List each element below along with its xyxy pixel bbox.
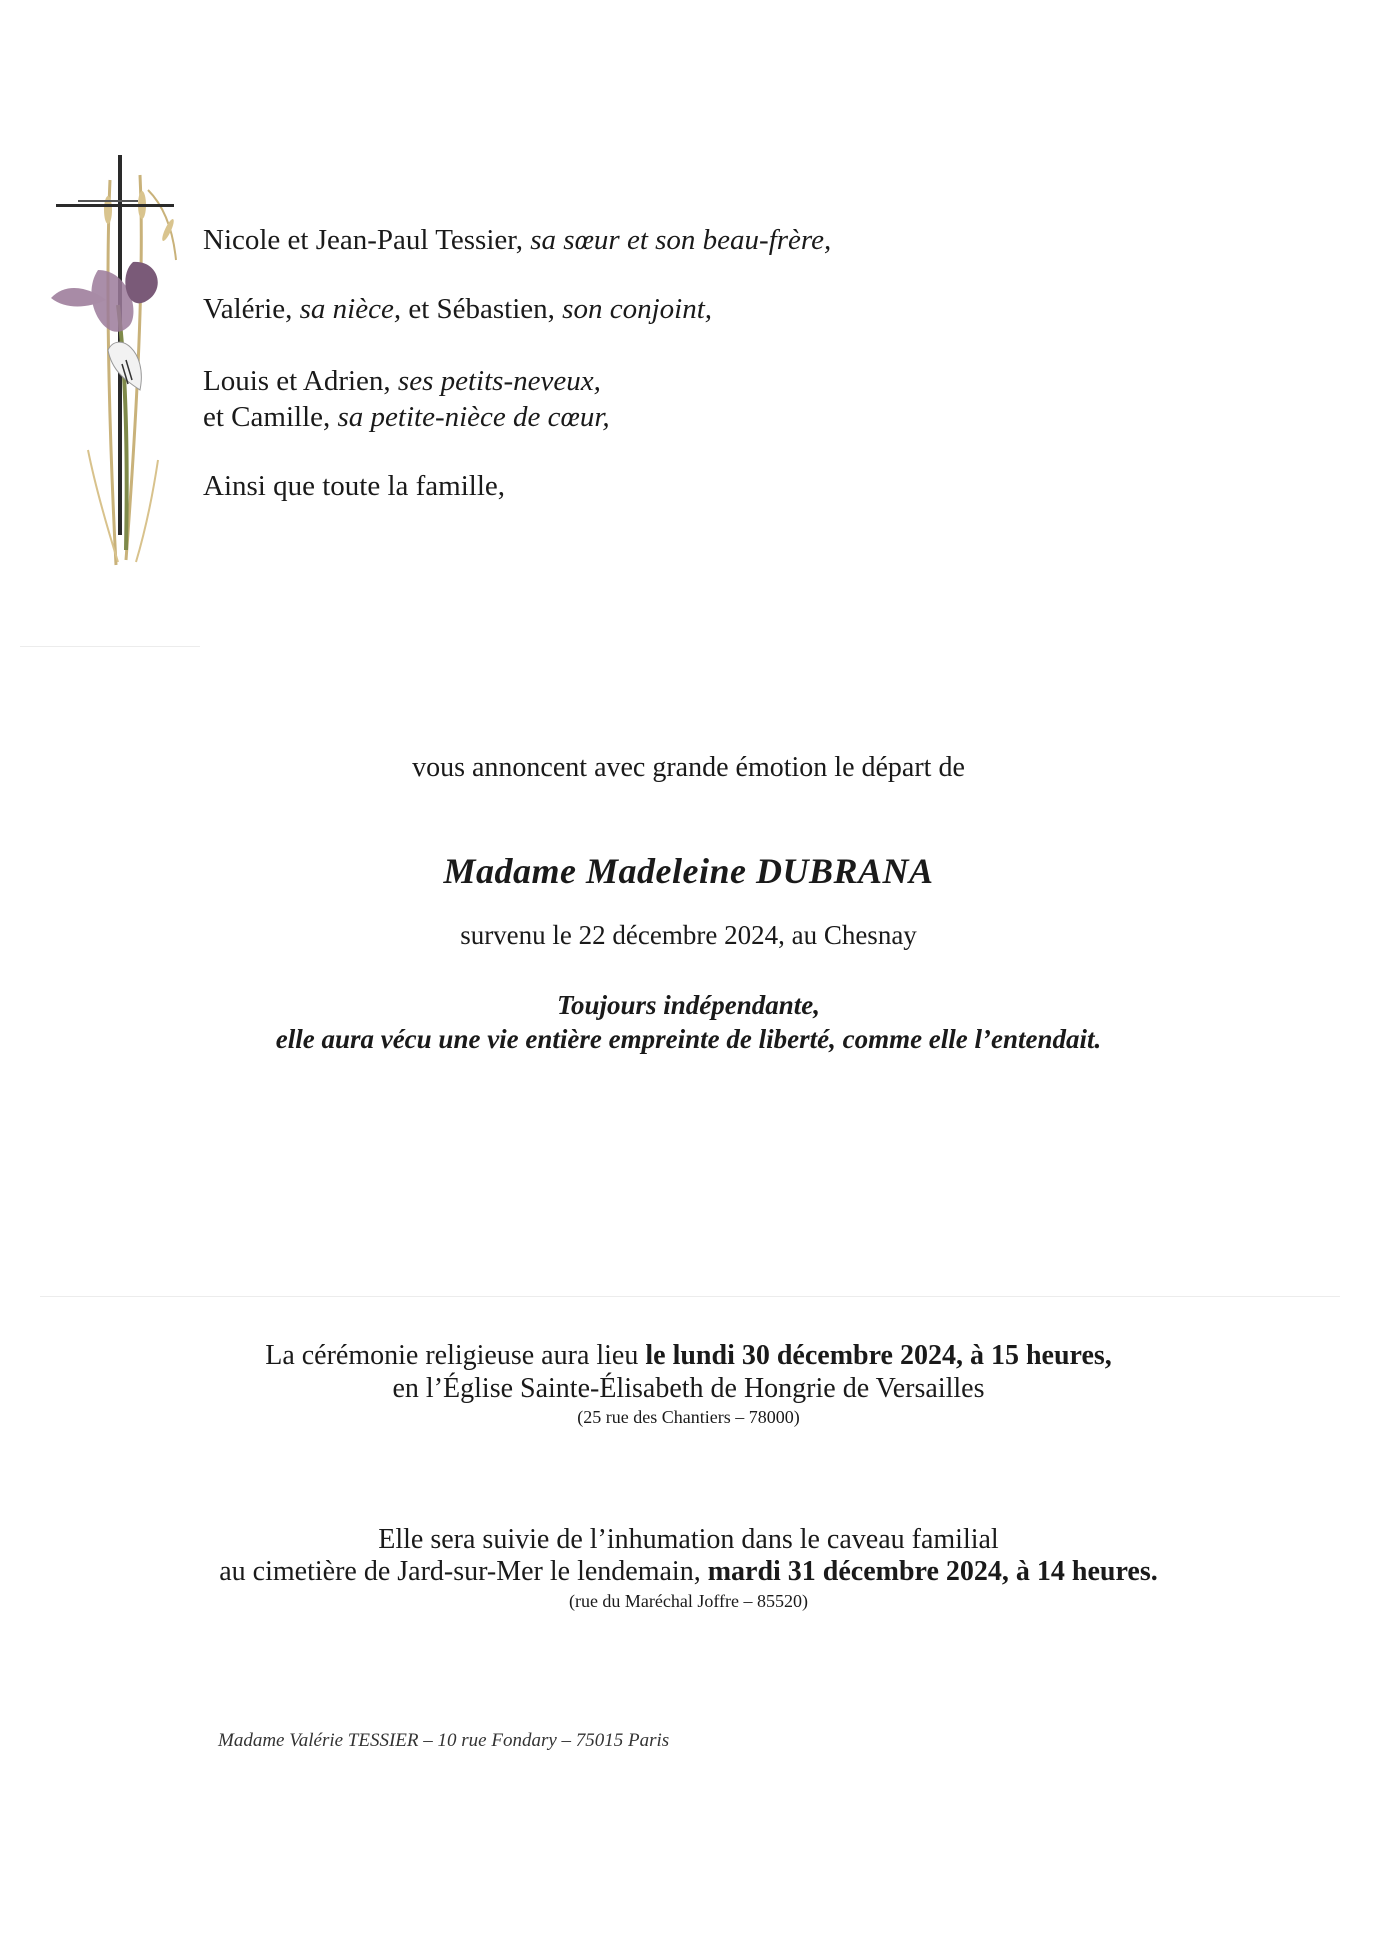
family-relation: ses petits-neveux, bbox=[397, 365, 601, 397]
burial-line-1: Elle sera suivie de l’inhumation dans le caveau familial bbox=[378, 1524, 999, 1555]
death-date: survenu le 22 décembre 2024, au Chesnay bbox=[460, 920, 917, 950]
family-line-grandnephews bbox=[203, 365, 601, 398]
family-names: et Camille, bbox=[203, 401, 331, 433]
deceased-name: Madame Madeleine DUBRANA bbox=[443, 851, 934, 891]
family-names: et Sébastien, bbox=[408, 293, 555, 325]
sender-address: Madame Valérie TESSIER – 10 rue Fondary – 75015 Paris bbox=[218, 1730, 670, 1751]
announcement-intro: vous annoncent avec grande émotion le départ de bbox=[412, 752, 965, 783]
ceremony-text: La cérémonie religieuse aura lieu bbox=[265, 1340, 639, 1371]
burial-address: (rue du Maréchal Joffre – 85520) bbox=[568, 1591, 809, 1611]
ceremony-church: en l’Église Sainte-Élisabeth de Hongrie de Versailles bbox=[392, 1373, 985, 1404]
family-line-grandniece bbox=[203, 401, 610, 434]
ceremony-line-1 bbox=[0, 1340, 1377, 1372]
divider bbox=[40, 1296, 1340, 1297]
burial-line-2 bbox=[0, 1556, 1377, 1588]
divider bbox=[20, 646, 200, 647]
family-relation: sa nièce, bbox=[299, 293, 402, 325]
burial-text: au cimetière de Jard-sur-Mer le lendemain, bbox=[219, 1556, 701, 1587]
family-names: Louis et Adrien, bbox=[203, 365, 391, 397]
family-line-niece bbox=[203, 293, 712, 326]
quote-line-2: elle aura vécu une vie entière empreinte de liberté, comme elle l’entendait. bbox=[275, 1024, 1102, 1054]
family-relation: sa petite-nièce de cœur, bbox=[337, 401, 610, 433]
family-relation: son conjoint, bbox=[562, 293, 713, 325]
family-names: Valérie, bbox=[203, 293, 293, 325]
family-names: Nicole et Jean-Paul Tessier, bbox=[203, 224, 524, 256]
cross-with-calla-lily-and-wheat-icon bbox=[48, 150, 180, 570]
quote-line-1: Toujours indépendante, bbox=[556, 990, 821, 1020]
burial-datetime: mardi 31 décembre 2024, à 14 heures. bbox=[707, 1556, 1158, 1587]
family-relation: sa sœur et son beau-frère, bbox=[530, 224, 832, 256]
ceremony-address: (25 rue des Chantiers – 78000) bbox=[577, 1407, 800, 1427]
family-line-all: Ainsi que toute la famille, bbox=[203, 470, 506, 502]
family-line-sister bbox=[203, 224, 831, 257]
ceremony-datetime: le lundi 30 décembre 2024, à 15 heures, bbox=[645, 1340, 1112, 1371]
